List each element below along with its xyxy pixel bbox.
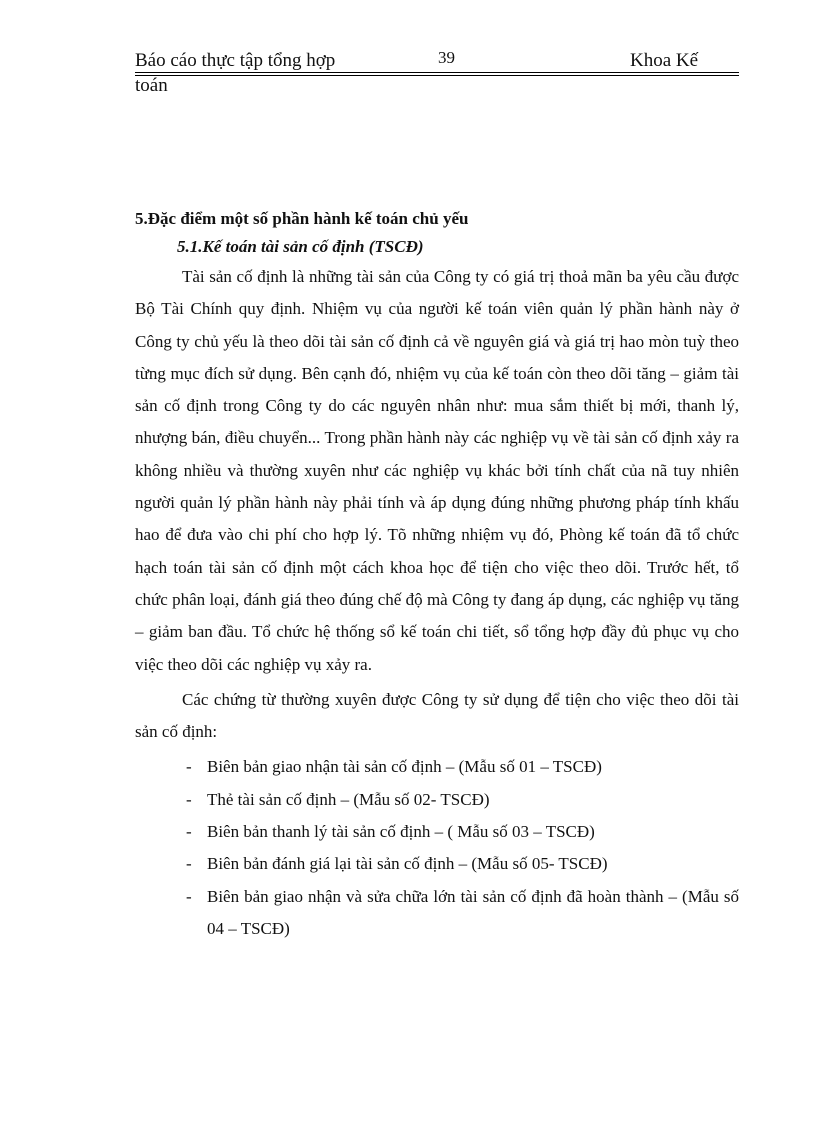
list-item-text: Biên bản thanh lý tài sản cố định – ( Mẫu số 03 – TSCĐ) <box>207 822 595 842</box>
list-marker: - <box>186 854 192 874</box>
list-marker: - <box>186 789 192 809</box>
document-list <box>135 751 739 945</box>
list-item <box>135 881 739 946</box>
list-marker: - <box>186 757 192 777</box>
header-department: Khoa Kế <box>630 50 699 71</box>
page-header <box>135 48 739 73</box>
list-item-text: Thẻ tài sản cố định – (Mẫu số 02- TSCĐ) <box>207 789 490 809</box>
list-marker: - <box>186 886 192 906</box>
list-item-text: Biên bản giao nhận và sửa chữa lớn tài sản cố định đã hoàn thành – (Mẫu số 04 – TSCĐ) <box>207 886 739 938</box>
document-body <box>135 205 739 945</box>
list-item <box>135 784 739 816</box>
list-item <box>135 816 739 848</box>
list-item-text: Biên bản giao nhận tài sản cố định – (Mẫu số 01 – TSCĐ) <box>207 757 602 777</box>
paragraph-documents: Các chứng từ thường xuyên được Công ty sử dụng để tiện cho việc theo dõi tài sản cố định: <box>135 689 739 742</box>
section-title: 5.Đặc điểm một số phần hành kế toán chủ yếu <box>135 209 469 228</box>
header-report-title: Báo cáo thực tập tổng hợp <box>135 50 336 71</box>
list-item-text: Biên bản đánh giá lại tài sản cố định – (Mẫu số 05- TSCĐ) <box>207 854 608 874</box>
subsection-title: 5.1.Kế toán tài sản cố định (TSCĐ) <box>177 237 424 256</box>
list-item <box>135 751 739 783</box>
list-item <box>135 848 739 880</box>
page-number: 39 <box>438 48 455 67</box>
header-wrap-text: toán <box>135 75 168 96</box>
paragraph-intro: Tài sản cố định là những tài sản của Công ty có giá trị thoả mãn ba yêu cầu được Bộ Tài Chính quy định. Nhiệm vụ của người kế toán viên quản lý phần hành này ở Công ty chủ yếu là theo dõi tài sản cố định cả về nguyên giá và giá trị hao mòn tuỳ theo từng mục đích sử dụng. Bên cạnh đó, nhiệm vụ của kế toán còn theo dõi tăng – giảm tài sản cố định trong Công ty do các nguyên nhân như: mua sắm thiết bị mới, thanh lý, nhượng bán, điều chuyển... Trong phần hành này các nghiệp vụ về tài sản cố định xảy ra không nhiều và thường xuyên như các nghiệp vụ khác bởi tính chất của nã tuy nhiên người quản lý phần hành này phải tính và áp dụng đúng những phương pháp tính khấu hao để đưa vào chi phí cho hợp lý. Tõ những nhiệm vụ đó, Phòng kế toán đã tổ chức hạch toán tài sản cố định một cách khoa học để tiện cho việc theo dõi. Trước hết, tổ chức phân loại, đánh giá theo đúng chế độ mà Công ty đang áp dụng, các nghiệp vụ tăng – giảm ban đầu. Tổ chức hệ thống sổ kế toán chi tiết, sổ tổng hợp đầy đủ phục vụ cho việc theo dõi các nghiệp vụ xảy ra. <box>135 267 739 674</box>
list-marker: - <box>186 822 192 842</box>
